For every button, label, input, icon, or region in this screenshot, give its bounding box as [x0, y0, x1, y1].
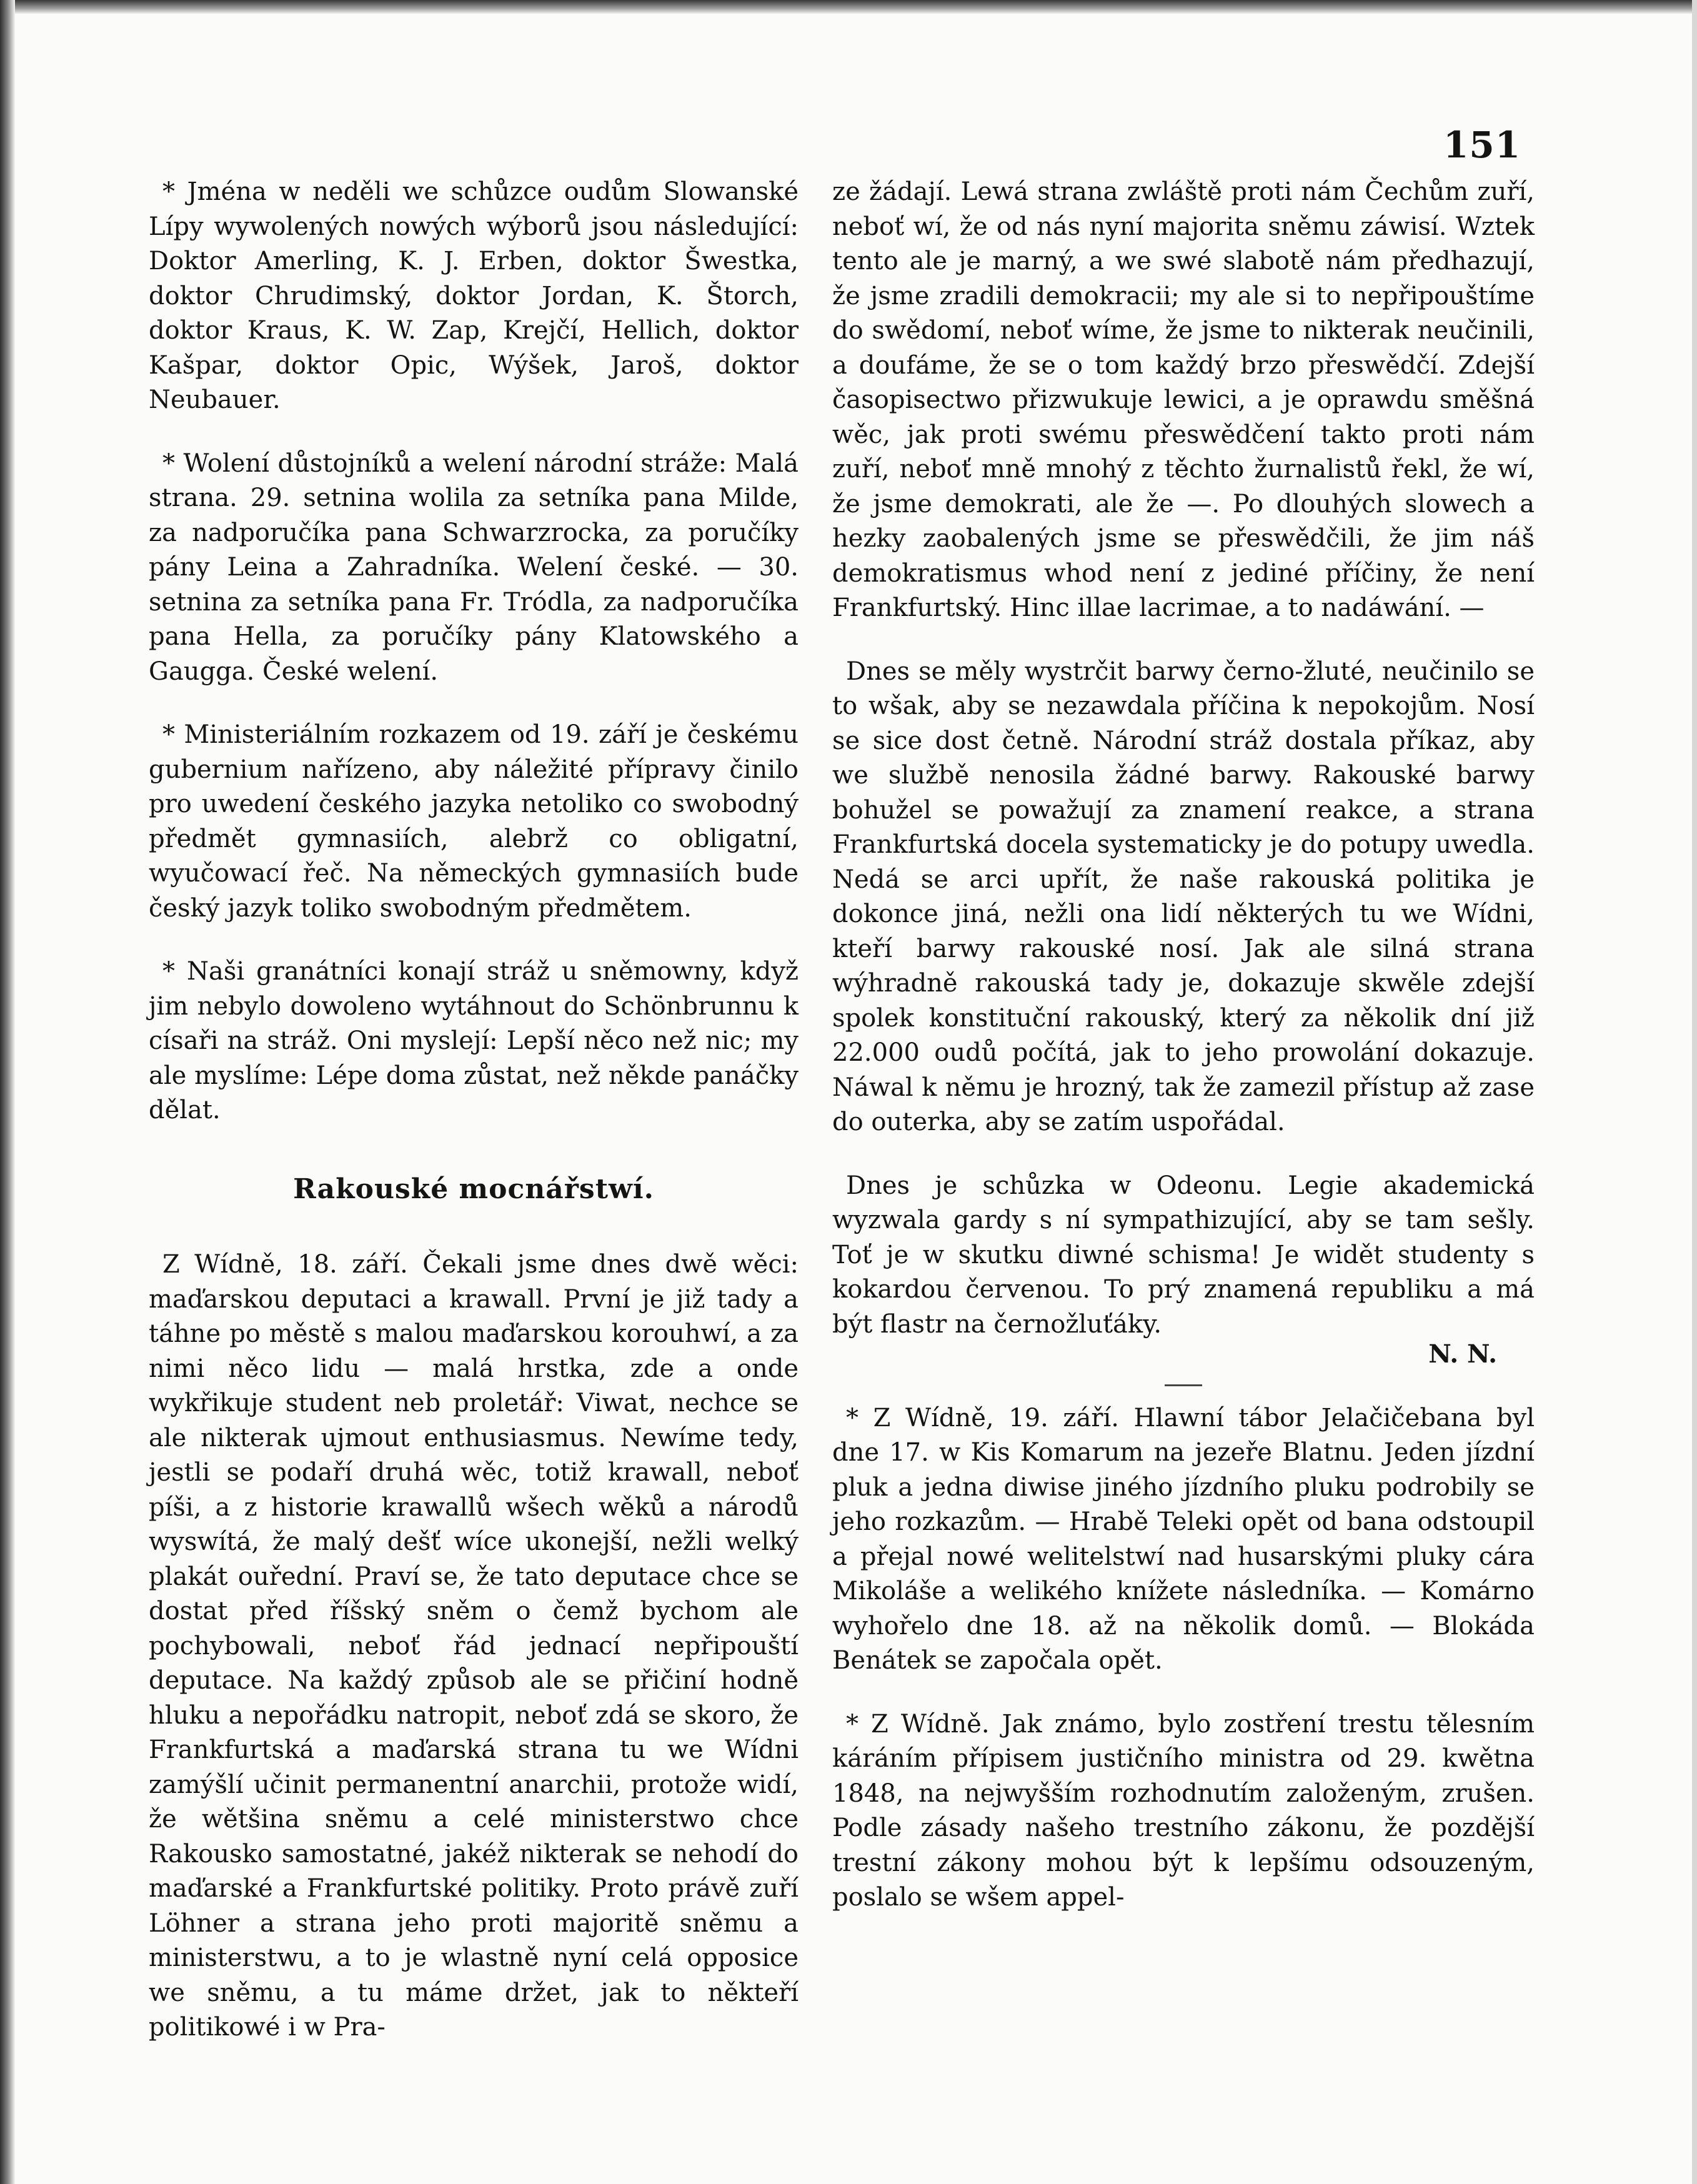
article-vienna-corporal-punishment: * Z Wídně. Jak známo, bylo zostření trestu tělesním káráním přípisem justičního ministra od 29. kwětna 1848, na nejwyšším rozhodnutím založeným, zrušen. Podle zásady našeho trestního zákonu, že pozdější trestní zákony mohou být k lepšímu odsouzeným, poslalo se wšem appel- — [832, 1709, 1535, 1912]
article-vienna-19-sept: * Z Wídně, 19. září. Hlawní tábor Jelačičebana byl dne 17. w Kis Komarum na jezeře Blatnu. Jeden jízdní pluk a jedna diwise jiného jízdního pluku podrobily se jeho rozkazům. — Hrabě Teleki opět od bana odstoupil a přejal nowé welitelstwí nad husarskými pluky cára Mikoláše a welikého knížete následníka. — Komárno wyhořelo dne 18. až na několik domů. — Blokáda Benátek se započala opět. — [832, 1403, 1535, 1675]
article-vienna-18-sept-continued: ze žádají. Lewá strana zwláště proti nám Čechům zuří, neboť wí, že od nás nyní majorita sněmu záwisí. Wztek tento ale je marný, a we swé slabotě nám předhazují, že jsme zradili demokracii; my ale si to nepřipouštíme do swědomí, neboť wíme, že jsme to nikterak neučinili, a doufáme, že se o tom každý brzo přeswědčí. Zdejší časopisectwo přizwukuje lewici, a je oprawdu směšná wěc, jak proti swému přeswědčení takto proti nám zuří, neboť mně mnohý z těchto žurnalistů řekl, že wí, že jsme demokrati, ale že —. Po dlouhých slowech a hezky zaobalených jsme se přeswědčili, že jim náš demokratismus whod není z jediné příčiny, že není Frankfurtský. Hinc illae lacrimae, a to nadáwání. — — [832, 177, 1535, 622]
news-item-slovanska-lipa: * Jména w neděli we schůzce oudům Slowanské Lípy wywolených nowých wýborů jsou následující: Doktor Amerling, K. J. Erben, doktor Šwestka, doktor Chrudimský, doktor Jordan, K. Štorch, doktor Kraus, K. W. Zap, Krejčí, Hellich, doktor Kašpar, doktor Opic, Wýšek, Jaroš, doktor Neubauer. — [149, 177, 799, 414]
news-item-czech-language-decree: * Ministeriálním rozkazem od 19. září je českému gubernium nařízeno, aby náležité přípravy činilo pro uwedení českého jazyka netoliko co swobodný předmět gymnasiích, alebrž co obligatní, wyučowací řeč. Na německých gymnasiích bude český jazyk toliko swobodným předmětem. — [149, 720, 799, 923]
scan-edge-right — [1692, 0, 1697, 2184]
scan-edge-top — [0, 0, 1697, 14]
left-column — [149, 175, 799, 2045]
scan-edge-left — [0, 0, 15, 2184]
news-item-grenadiers: * Naši granátníci konají stráž u sněmowny, když jim nebylo dowoleno wytáhnout do Schönbrunnu k císaři na stráž. Oni myslejí: Lepší něco než nic; my ale myslíme: Lépe doma zůstat, než někde panáčky dělat. — [149, 957, 799, 1124]
article-vienna-18-sept: Z Wídně, 18. září. Čekali jsme dnes dwě wěci: maďarskou deputaci a krawall. První je již tady a táhne po městě s malou maďarskou korouhwí, a za nimi něco lidu — malá hrstka, zde a onde wykřikuje student neb proletář: Viwat, nechce se ale nikterak ujmout enthusiasmus. Newíme tedy, jestli se podaří druhá wěc, totiž krawall, neboť píši, a z historie krawallů wšech wěků a národů wyswítá, že malý dešť wíce ukonejší, nežli welký plakát ouřední. Praví se, že tato deputace chce se dostat před říšský sněm o čemž bychom ale pochybowali, neboť řád jednací nepřipouští deputace. Na každý způsob ale se přičiní hodně hluku a nepořádku natropit, neboť zdá se skoro, že Frankfurtská a maďarská strana tu we Wídni zamýšlí učinit permanentní anarchii, protože widí, že wětšina sněmu a celé ministerstwo chce Rakousko samostatné, jakéž nikterak se nehodí do maďarské a Frankfurtské politiky. Proto právě zuří Löhner a strana jeho proti majoritě sněmu a ministerstwu, a to je wlastně nyní celá opposice we sněmu, a tu máme držet, jak to někteří politikowé i w Pra- — [149, 1250, 799, 2042]
article-divider — [1165, 1384, 1202, 1386]
page-number: 151 — [1443, 124, 1521, 166]
news-item-national-guard-elections: * Wolení důstojníků a welení národní stráže: Malá strana. 29. setnina wolila za setníka pana Milde, za nadporučíka pana Schwarzrocka, za poručíky pány Leina a Zahradníka. Welení české. — 30. setnina za setníka pana Fr. Tródla, za nadporučíka pana Hella, za poručíky pány Klatowského a Gaugga. České welení. — [149, 449, 799, 686]
article-odeon-paragraph: Dnes je schůzka w Odeonu. Legie akademická wyzwala gardy s ní sympathizující, aby se tam sešly. Toť je w skutku diwné schisma! Je widět studenty s kokardou červenou. To prý znamená republiku a má být flastr na černožluťáky. — [832, 1171, 1535, 1339]
right-column — [832, 175, 1535, 1915]
article-colors-paragraph: Dnes se měly wystrčit barwy černo-žluté, neučinilo se to wšak, aby se nezawdala příčina k nepokojům. Nosí se sice dost četně. Národní stráž dostala příkaz, aby we službě nenosila žádné barwy. Rakouské barwy bohužel se powažují za znamení reakce, a strana Frankfurtská docela systematicky je do potupy uwedla. Nedá se arci upřít, že naše rakouská politika je dokonce jiná, nežli ona lidí některých tu we Wídni, kteří barwy rakouské nosí. Jak ale silná strana wýhradně rakouská tady je, dokazuje skwěle zdejší spolek konstituční rakouský, který za několik dní již 22.000 oudů počítá, jak to jeho prowolání dokazuje. Náwal k němu je hrozný, tak že zamezil přístup až zase do outerka, aby se zatím uspořádal. — [832, 657, 1535, 1136]
author-signature: N. N. — [1428, 1339, 1497, 1369]
section-heading: Rakouské mocnářstwí. — [293, 1173, 654, 1205]
